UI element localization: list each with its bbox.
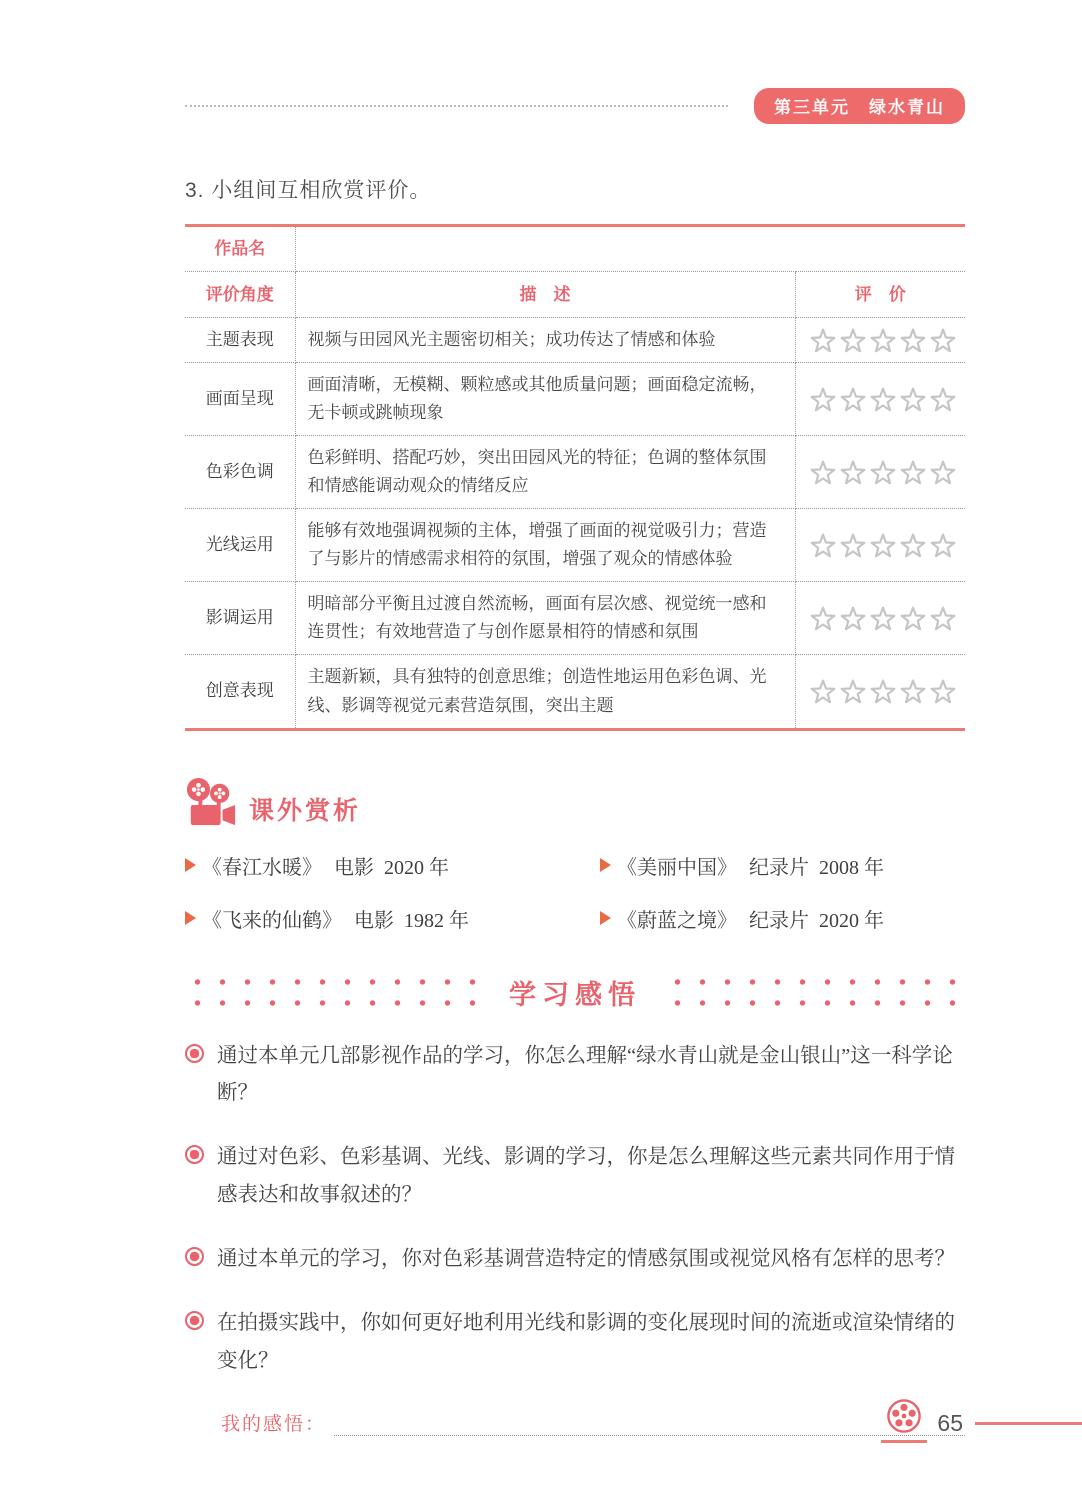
star-icon [900, 679, 926, 705]
row-description: 明暗部分平衡且过渡自然流畅，画面有层次感、视觉统一感和连贯性；有效地营造了与创作愿景相符的情感和氛围 [295, 582, 795, 655]
row-label: 影调运用 [185, 582, 295, 655]
star-icon [900, 460, 926, 486]
star-icon [810, 460, 836, 486]
page-header [185, 0, 965, 124]
star-icon [930, 387, 956, 413]
col-header-angle: 评价角度 [185, 272, 295, 318]
row-label: 色彩色调 [185, 436, 295, 509]
list-item [185, 851, 600, 880]
row-description: 色彩鲜明、搭配巧妙，突出田园风光的特征；色调的整体氛围和情感能调动观众的情绪反应 [295, 436, 795, 509]
star-rating [795, 582, 965, 655]
star-rating [795, 655, 965, 729]
star-icon [870, 606, 896, 632]
question-text: 通过对色彩、色彩基调、光线、影调的学习，你是怎么理解这些元素共同作用于情感表达和故事叙述的？ [217, 1146, 955, 1207]
work-name-label: 作品名 [185, 226, 295, 272]
star-icon [810, 606, 836, 632]
col-header-desc: 描 述 [295, 272, 795, 318]
row-description: 视频与田园风光主题密切相关；成功传达了情感和体验 [295, 318, 795, 363]
star-rating [795, 318, 965, 363]
reflection-banner [185, 973, 965, 1012]
row-description: 主题新颖，具有独特的创意思维；创造性地运用色彩色调、光线、影调等视觉元素营造氛围，突出主题 [295, 655, 795, 729]
star-icon [900, 606, 926, 632]
row-label: 创意表现 [185, 655, 295, 729]
reflection-title: 学习感悟 [509, 979, 641, 1010]
movie-type: 纪录片 [749, 856, 809, 879]
star-icon [900, 387, 926, 413]
row-label: 画面呈现 [185, 363, 295, 436]
table-row [185, 509, 965, 582]
question-item [185, 1139, 965, 1215]
section-heading: 3. 小组间互相欣赏评价。 [185, 179, 432, 202]
footer-red-line [975, 1422, 1082, 1425]
movie-title: 《美丽中国》 [617, 856, 737, 879]
star-rating [795, 509, 965, 582]
star-rating [795, 436, 965, 509]
table-row [185, 363, 965, 436]
star-icon [870, 328, 896, 354]
row-description: 画面清晰，无模糊、颗粒感或其他质量问题；画面稳定流畅，无卡顿或跳帧现象 [295, 363, 795, 436]
question-item [185, 1038, 965, 1114]
list-item [600, 851, 965, 880]
dots-decoration-right [665, 979, 965, 1006]
star-icon [870, 460, 896, 486]
my-note-label: 我的感悟： [221, 1414, 327, 1436]
extra-section-title: 课外赏析 [249, 796, 362, 825]
col-header-rating: 评 价 [795, 272, 965, 318]
evaluation-table [185, 224, 965, 731]
movie-year: 2020 年 [819, 909, 884, 932]
movie-type: 电影 [354, 909, 394, 932]
movie-year: 2020 年 [384, 856, 449, 879]
star-icon [870, 679, 896, 705]
header-dotted-line [185, 105, 728, 107]
question-list [185, 1038, 965, 1381]
movie-list [185, 851, 965, 933]
movie-type: 电影 [334, 856, 374, 879]
star-icon [930, 679, 956, 705]
star-icon [930, 606, 956, 632]
question-text: 通过本单元的学习，你对色彩基调营造特定的情感氛围或视觉风格有怎样的思考？ [217, 1248, 955, 1271]
star-icon [930, 328, 956, 354]
film-reel-wrap [881, 1398, 927, 1443]
movie-year: 1982 年 [404, 909, 469, 932]
star-icon [810, 533, 836, 559]
movie-title: 《蔚蓝之境》 [617, 909, 737, 932]
question-item [185, 1305, 965, 1381]
page-number: 65 [937, 1410, 963, 1436]
star-icon [810, 328, 836, 354]
film-reel-icon [886, 1398, 922, 1434]
triangle-bullet-icon [600, 911, 611, 925]
table-header-row [185, 272, 965, 318]
page-footer [0, 1398, 1082, 1443]
triangle-bullet-icon [185, 911, 196, 925]
star-icon [930, 533, 956, 559]
list-item [600, 904, 965, 933]
star-icon [810, 679, 836, 705]
question-item [185, 1241, 965, 1279]
table-row [185, 436, 965, 509]
triangle-bullet-icon [185, 858, 196, 872]
film-projector-icon [185, 777, 237, 831]
work-name-value-cell [295, 226, 965, 272]
star-icon [840, 328, 866, 354]
bullseye-bullet-icon [185, 1247, 204, 1266]
star-icon [840, 460, 866, 486]
movie-year: 2008 年 [819, 856, 884, 879]
row-label: 光线运用 [185, 509, 295, 582]
star-icon [900, 328, 926, 354]
row-description: 能够有效地强调视频的主体，增强了画面的视觉吸引力；营造了与影片的情感需求相符的氛围，增强了观众的情感体验 [295, 509, 795, 582]
bullseye-bullet-icon [185, 1145, 204, 1164]
unit-badge: 第三单元 绿水青山 [754, 88, 965, 124]
star-icon [810, 387, 836, 413]
star-rating [795, 363, 965, 436]
dots-decoration-left [185, 979, 485, 1006]
movie-title: 《飞来的仙鹤》 [202, 909, 342, 932]
extra-section-header [185, 777, 965, 831]
star-icon [840, 606, 866, 632]
star-icon [930, 460, 956, 486]
star-icon [870, 533, 896, 559]
list-item [185, 904, 600, 933]
star-icon [900, 533, 926, 559]
table-row [185, 655, 965, 729]
star-icon [840, 387, 866, 413]
triangle-bullet-icon [600, 858, 611, 872]
star-icon [840, 679, 866, 705]
bullseye-bullet-icon [185, 1311, 204, 1330]
question-text: 通过本单元几部影视作品的学习，你怎么理解“绿水青山就是金山银山”这一科学论断？ [217, 1044, 953, 1105]
table-row [185, 582, 965, 655]
star-icon [870, 387, 896, 413]
movie-type: 纪录片 [749, 909, 809, 932]
movie-title: 《春江水暖》 [202, 856, 322, 879]
question-text: 在拍摄实践中，你如何更好地利用光线和影调的变化展现时间的流逝或渲染情绪的变化？ [217, 1312, 955, 1373]
star-icon [840, 533, 866, 559]
bullseye-bullet-icon [185, 1044, 204, 1063]
table-row [185, 318, 965, 363]
row-label: 主题表现 [185, 318, 295, 363]
table-row-work-name [185, 226, 965, 272]
